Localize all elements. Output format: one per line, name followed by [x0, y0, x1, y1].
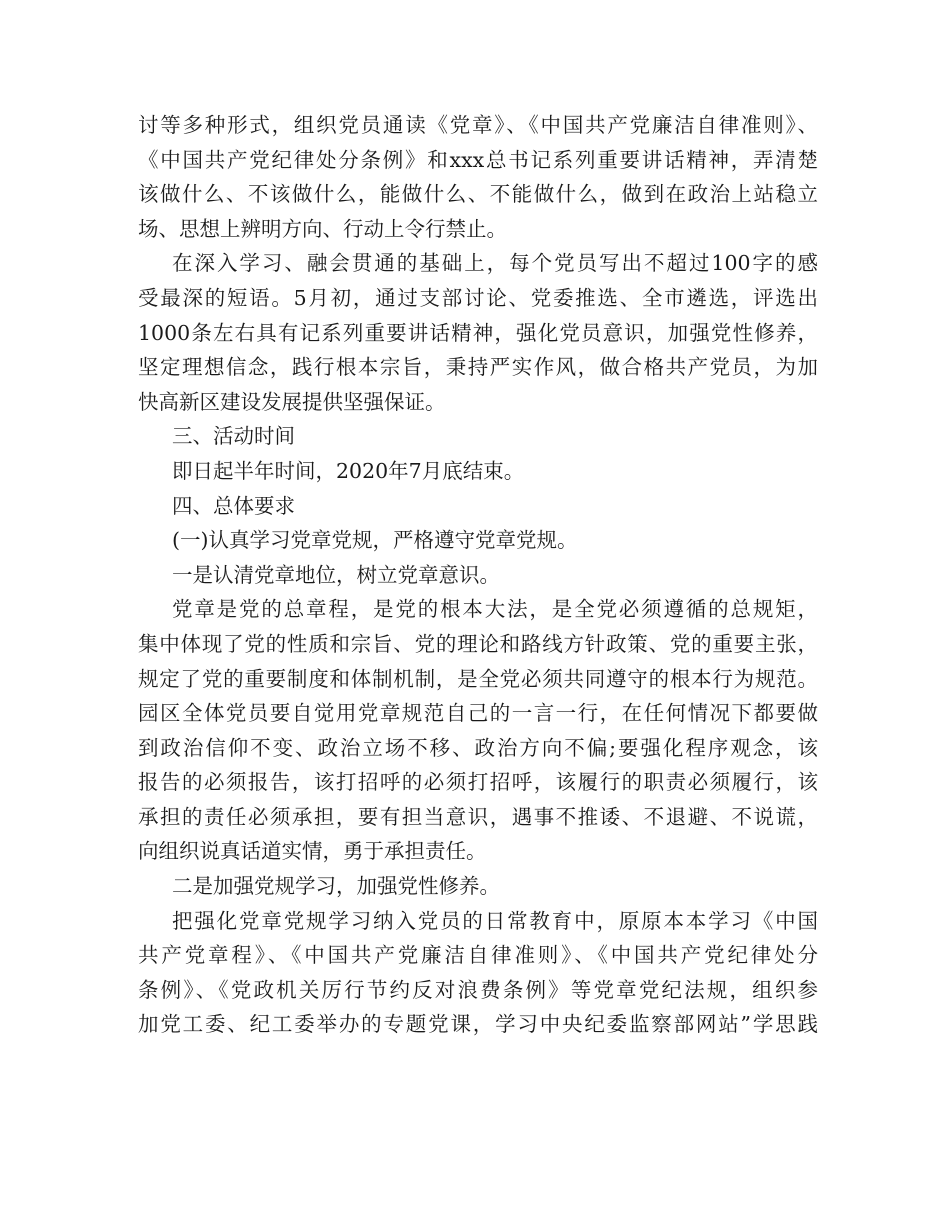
text-line: 一是认清党章地位，树立党章意识。: [172, 562, 500, 587]
text-line: 四、总体要求: [172, 493, 295, 518]
text-line: 坚定理想信念，践行根本宗旨，秉持严实作风，做合格共产党员，为加: [138, 355, 818, 380]
text-line: 在深入学习、融会贯通的基础上，每个党员写出不超过100字的感: [172, 251, 818, 276]
text-line: 讨等多种形式，组织党员通读《党章》、《中国共产党廉洁自律准则》、: [138, 113, 818, 137]
paragraph-daily-education: [138, 904, 818, 1042]
heading-general-requirements: [138, 489, 818, 524]
text-line: 加党工委、纪工委举办的专题党课，学习中央纪委监察部网站”学思践: [138, 1012, 818, 1037]
text-line: 1000条左右具有记系列重要讲话精神，强化党员意识，加强党性修养，: [138, 320, 818, 345]
text-line: 二是加强党规学习，加强党性修养。: [172, 874, 500, 899]
text-line: 向组织说真话道实情，勇于承担责任。: [138, 839, 487, 864]
subheading-study-party-rules: [138, 523, 818, 558]
text-line: (一)认真学习党章党规，严格遵守党章党规。: [172, 528, 578, 553]
paragraph-short-phrases: [138, 246, 818, 419]
text-line: 集中体现了党的性质和宗旨、党的理论和路线方针政策、党的重要主张，: [138, 631, 818, 656]
document-body: [138, 108, 818, 1042]
text-line: 场、思想上辨明方向、行动上令行禁止。: [138, 216, 507, 241]
text-line: 该做什么、不该做什么，能做什么、不能做什么，做到在政治上站稳立: [138, 182, 818, 207]
heading-activity-time: [138, 419, 818, 454]
paragraph-party-constitution: [138, 592, 818, 869]
point-two: [138, 869, 818, 904]
text-line: 三、活动时间: [172, 424, 295, 449]
text-line: 规定了党的重要制度和体制机制，是全党必须共同遵守的根本行为规范。: [138, 666, 818, 691]
text-line: 《中国共产党纪律处分条例》和xxx总书记系列重要讲话精神，弄清楚: [138, 147, 818, 172]
paragraph-study-forms: [138, 108, 818, 246]
text-line: 即日起半年时间，2020年7月底结束。: [172, 458, 525, 483]
point-one: [138, 558, 818, 593]
text-line: 承担的责任必须承担，要有担当意识，遇事不推诿、不退避、不说谎，: [138, 804, 818, 829]
text-line: 到政治信仰不变、政治立场不移、政治方向不偏;要强化程序观念，该: [138, 735, 818, 760]
text-line: 园区全体党员要自觉用党章规范自己的一言一行，在任何情况下都要做: [138, 701, 818, 726]
paragraph-activity-time: [138, 454, 818, 489]
text-line: 共产党章程》、《中国共产党廉洁自律准则》、《中国共产党纪律处分: [138, 943, 818, 968]
text-line: 受最深的短语。5月初，通过支部讨论、党委推选、全市遴选，评选出: [138, 285, 818, 310]
text-line: 把强化党章党规学习纳入党员的日常教育中，原原本本学习《中国: [172, 908, 818, 933]
text-line: 党章是党的总章程，是党的根本大法，是全党必须遵循的总规矩，: [172, 597, 818, 622]
text-line: 快高新区建设发展提供坚强保证。: [138, 389, 446, 414]
text-line: 报告的必须报告，该打招呼的必须打招呼，该履行的职责必须履行，该: [138, 770, 818, 795]
text-line: 条例》、《党政机关厉行节约反对浪费条例》等党章党纪法规，组织参: [138, 977, 818, 1002]
